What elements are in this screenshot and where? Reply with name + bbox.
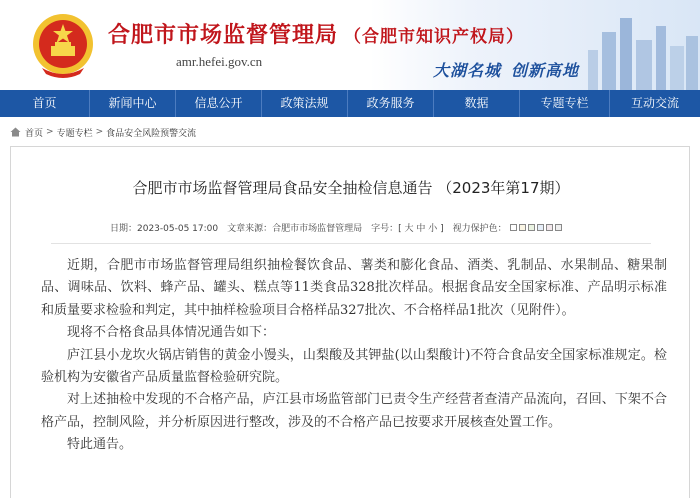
article-paragraph: 特此通告。 xyxy=(67,437,133,453)
breadcrumb xyxy=(10,125,196,139)
color-swatch-white[interactable] xyxy=(510,224,517,231)
article-paragraph: 现将不合格食品具体情况通告如下： xyxy=(67,325,276,341)
meta-divider xyxy=(51,243,651,244)
font-size-label: 字号： xyxy=(371,224,399,234)
home-icon xyxy=(10,127,21,137)
nav-data[interactable]: 数据 xyxy=(434,90,520,117)
nav-services[interactable]: 政务服务 xyxy=(348,90,434,117)
article-source-value: 合肥市市场监督管理局 xyxy=(272,224,363,234)
city-skyline-graphic xyxy=(580,10,700,90)
article-container xyxy=(10,146,690,498)
main-nav xyxy=(0,90,700,117)
slogan xyxy=(433,58,589,81)
article-source-label: 文章来源： xyxy=(227,224,273,234)
breadcrumb-home[interactable]: 首页 xyxy=(25,128,44,139)
vision-protection-label: 视力保护色： xyxy=(452,224,507,234)
nav-news[interactable]: 新闻中心 xyxy=(90,90,176,117)
font-size-options[interactable]: [ 大 中 小 ] xyxy=(398,224,444,234)
nav-info-disclosure[interactable]: 信息公开 xyxy=(176,90,262,117)
article-title: 合肥市市场监督管理局食品安全抽检信息通告 （2023年第17期） xyxy=(132,179,570,197)
slogan-part-2: 创新高地 xyxy=(511,61,580,80)
article-paragraph: 对上述抽检中发现的不合格产品，庐江县市场监管部门已责令生产经营者查清产品流向，召回、下架不合格产品，控制风险，并分析原因进行整改，涉及的不合格产品已按要求开展核查处置工作。 xyxy=(41,392,667,430)
nav-interaction[interactable]: 互动交流 xyxy=(630,96,679,110)
article-body xyxy=(41,255,667,457)
national-emblem-icon xyxy=(30,10,96,80)
color-swatch-pink[interactable] xyxy=(546,224,553,231)
vision-color-swatches xyxy=(510,224,562,231)
article-date: 日期：2023-05-05 17:00 xyxy=(110,224,219,234)
color-swatch-beige[interactable] xyxy=(519,224,526,231)
color-swatch-gray[interactable] xyxy=(555,224,562,231)
site-title-sub: （合肥市知识产权局） xyxy=(344,27,525,47)
site-title xyxy=(108,18,524,49)
color-swatch-green[interactable] xyxy=(528,224,535,231)
color-swatch-blue[interactable] xyxy=(537,224,544,231)
site-domain: amr.hefei.gov.cn xyxy=(176,54,263,69)
article-paragraph: 近期，合肥市市场监督管理局组织抽检餐饮食品、薯类和膨化食品、酒类、乳制品、水果制品、糖果制品、调味品、饮料、蜂产品、罐头、糕点等11类食品328批次样品。根据食品安全国家标准、产品明示标准和质量要求检验和判定，其中抽样检验项目合格样品327批次、不合格样品1批次（见附件）。 xyxy=(41,258,667,318)
site-title-main: 合肥市市场监督管理局 xyxy=(108,23,339,48)
slogan-part-1: 大湖名城 xyxy=(433,61,502,80)
nav-special-topics[interactable]: 专题专栏 xyxy=(520,90,610,117)
nav-home[interactable]: 首页 xyxy=(0,90,90,117)
breadcrumb-separator: > xyxy=(95,127,104,137)
breadcrumb-level-2[interactable]: 食品安全风险预警交流 xyxy=(106,128,197,139)
site-header xyxy=(0,0,700,90)
nav-policies[interactable]: 政策法规 xyxy=(262,90,348,117)
article-meta xyxy=(110,221,562,234)
breadcrumb-separator: > xyxy=(46,127,54,137)
article-paragraph: 庐江县小龙坎火锅店销售的黄金小馒头，山梨酸及其钾盐(以山梨酸计)不符合食品安全国家标准规定。检验机构为安徽省产品质量监督检验研究院。 xyxy=(41,347,667,386)
breadcrumb-level-1[interactable]: 专题专栏 xyxy=(56,128,93,139)
